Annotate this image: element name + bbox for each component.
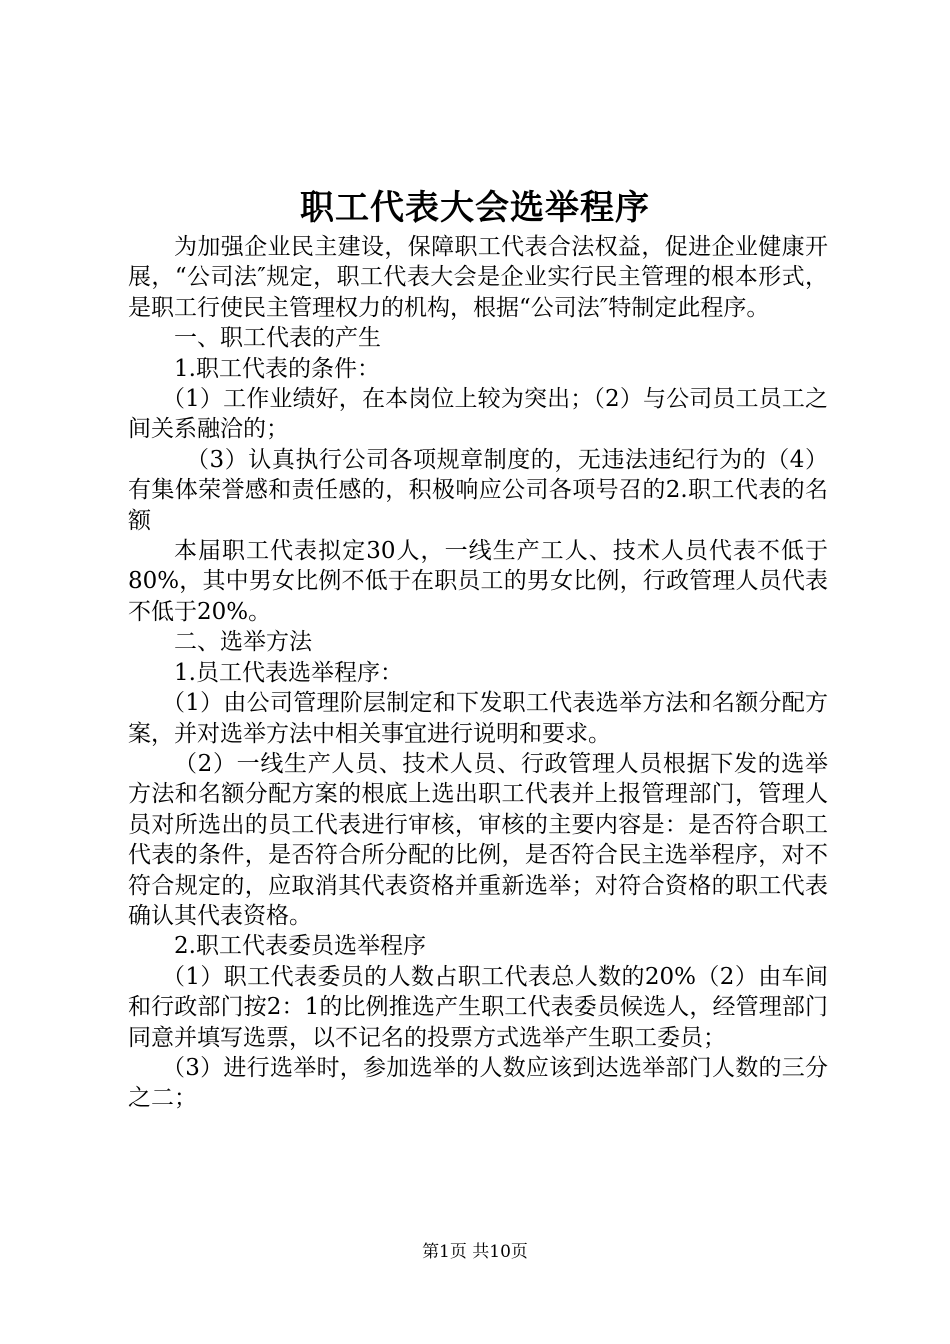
section-heading-2: 二、选举方法 (174, 629, 312, 656)
paragraph-quota: 本届职工代表拟定30人，一线生产工人、技术人员代表不低于80%，其中男女比例不低于在职员工的男女比例，行政管理人员代表不低于20%。 (128, 538, 828, 625)
document-title: 职工代表大会选举程序 (300, 188, 650, 228)
paragraph-committee-1: （1）职工代表委员的人数占职工代表总人数的20%（2）由车间和行政部门按2：1的比例推选产生职工代表委员候选人，经管理部门同意并填写选票，以不记名的投票方式选举产生职工委员； (128, 963, 828, 1051)
paragraph-procedure-1: （1）由公司管理阶层制定和下发职工代表选举方法和名额分配方案，并对选举方法中相关事宜进行说明和要求。 (128, 690, 828, 747)
paragraph-procedure-2: （2）一线生产人员、技术人员、行政管理人员根据下发的选举方法和名额分配方案的根底上选出职工代表并上报管理部门，管理人员对所选出的员工代表进行审核，审核的主要内容是：是否符合职工代表的条件，是否符合所分配的比例，是否符合民主选举程序，对不符合规定的，应取消其代表资格并重新选举；对符合资格的职工代表确认其代表资格。 (128, 750, 828, 929)
page-footer: 第1页 共10页 (422, 1242, 528, 1262)
paragraph-conditions-1: （1）工作业绩好，在本岗位上较为突出；（2）与公司员工员工之间关系融洽的； (128, 386, 828, 443)
section-heading-1: 一、职工代表的产生 (174, 325, 381, 352)
paragraph-conditions-2: （3）认真执行公司各项规章制度的，无违法违纪行为的（4）有集体荣誉感和责任感的，积极响应公司各项号召的2.职工代表的名额 (128, 446, 828, 534)
subsection-heading-2-1: 1.员工代表选举程序： (174, 659, 403, 686)
paragraph-intro: 为加强企业民主建设，保障职工代表合法权益，促进企业健康开展，“公司法″规定，职工代表大会是企业实行民主管理的根本形式，是职工行使民主管理权力的机构，根据“公司法″特制定此程序。 (128, 234, 828, 321)
document-body (128, 232, 828, 1114)
paragraph-committee-3: （3）进行选举时，参加选举的人数应该到达选举部门人数的三分之二； (128, 1054, 828, 1112)
subsection-heading-1-1: 1.职工代表的条件： (174, 355, 380, 382)
subsection-heading-2-2: 2.职工代表委员选举程序 (174, 933, 426, 960)
